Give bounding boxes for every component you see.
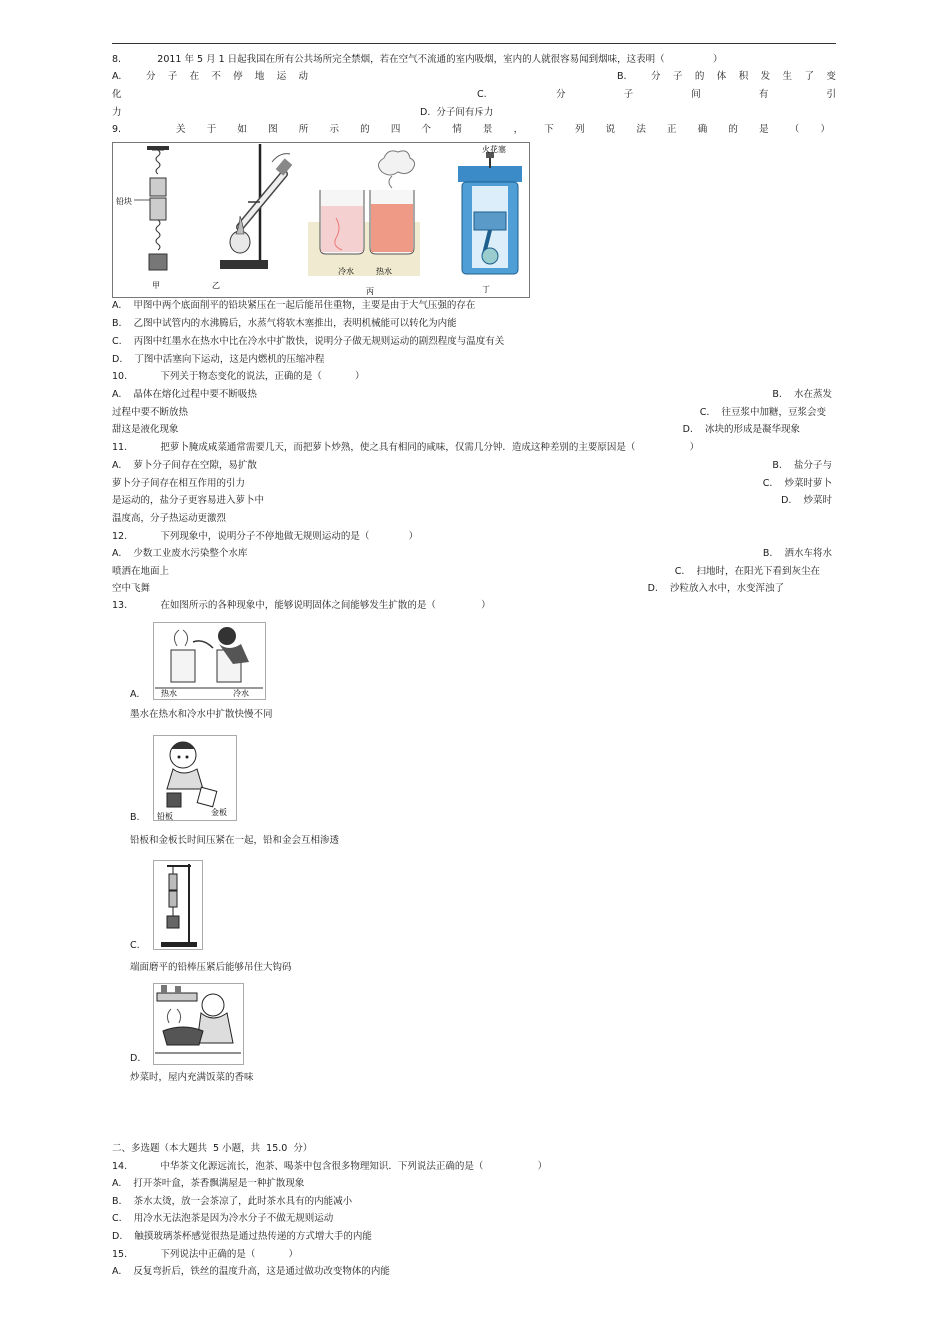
q10-option-b-tail: 过程中要不断放热 xyxy=(112,407,189,418)
q13-option-a-text: 墨水在热水和冷水中扩散快慢不同 xyxy=(130,709,273,720)
q13-figure-c xyxy=(153,860,203,950)
label-yi: 乙 xyxy=(212,281,220,290)
q10-option-d: D. 冰块的形成是凝华现象 xyxy=(682,424,800,435)
q10-option-b-head: B. 水在蒸发 xyxy=(772,389,832,400)
q12-option-c-tail: 空中飞舞 xyxy=(112,583,151,594)
q13b-gold-label: 金板 xyxy=(211,808,227,817)
q10-stem: 10. 下列关于物态变化的说法，正确的是（ ） xyxy=(112,371,365,382)
label-lead: 铅块 xyxy=(116,197,132,206)
q9-option-d: D. 丁图中活塞向下运动，这是内燃机的压缩冲程 xyxy=(112,354,325,365)
q8-option-b: 分 子 的 体 积 发 生 了 变 xyxy=(651,71,836,82)
q11-option-b-tail: 萝卜分子间存在相互作用的引力 xyxy=(112,478,246,489)
q13-option-b-text: 铅板和金板长时间压紧在一起，铅和金会互相渗透 xyxy=(130,835,340,846)
q11-option-d-tail: 温度高，分子热运动更激烈 xyxy=(112,513,227,524)
q15-stem: 15. 下列说法中正确的是（ ） xyxy=(112,1249,299,1260)
q8-option-c-label: C. xyxy=(477,89,487,100)
q13a-cold-label: 冷水 xyxy=(233,689,249,698)
q9-option-c: C. 丙图中红墨水在热水中比在冷水中扩散快，说明分子做无规则运动的剧烈程度与温度有关 xyxy=(112,336,505,347)
q8-option-b-label: B. xyxy=(617,71,627,82)
q12-option-c-head: C. 扫地时，在阳光下看到灰尘在 xyxy=(674,566,820,577)
q9-option-b: B. 乙图中试管内的水沸腾后，水蒸气将软木塞推出，表明机械能可以转化为内能 xyxy=(112,318,457,329)
q12-option-d: D. 沙粒放入水中，水变浑浊了 xyxy=(647,583,784,594)
label-ding: 丁 xyxy=(482,285,490,294)
q13-figure-a xyxy=(153,622,266,700)
section-2-title: 二、多选题（本大题共 5 小题，共 15.0 分） xyxy=(112,1143,313,1154)
q9-number: 9. xyxy=(112,124,122,135)
label-bing: 丙 xyxy=(366,287,374,296)
q11-option-a: A. 萝卜分子间存在空隙，易扩散 xyxy=(112,460,257,471)
q12-option-a: A. 少数工业废水污染整个水库 xyxy=(112,548,248,559)
q13-option-c-text: 端面磨平的铅棒压紧后能够吊住大钩码 xyxy=(130,962,292,973)
q13-figure-d xyxy=(153,983,244,1065)
q8-option-a: 分 子 在 不 停 地 运 动 xyxy=(146,71,308,82)
q14-option-d: D. 触摸玻璃茶杯感觉很热是通过热传递的方式增大手的内能 xyxy=(112,1231,372,1242)
q14-stem: 14. 中华茶文化源远流长，泡茶、喝茶中包含很多物理知识．下列说法正确的是（ ） xyxy=(112,1161,548,1172)
q10-option-c-head: C. 往豆浆中加糖，豆浆会变 xyxy=(699,407,826,418)
lead-blocks-illustration xyxy=(134,146,169,270)
q12-option-b-head: B. 洒水车将水 xyxy=(762,548,832,559)
q10-option-a: A. 晶体在熔化过程中要不断吸热 xyxy=(112,389,257,400)
engine-cylinder-illustration xyxy=(458,152,522,274)
q13-stem: 13. 在如图所示的各种现象中，能够说明固体之间能够发生扩散的是（ ） xyxy=(112,600,491,611)
q10-option-c-tail: 甜这是液化现象 xyxy=(112,424,179,435)
q8-option-d: D. 分子间有斥力 xyxy=(420,107,494,118)
label-jia: 甲 xyxy=(152,281,160,290)
beakers-illustration xyxy=(308,151,420,276)
q13-option-d-label: D. xyxy=(130,1053,141,1064)
q8-option-a-label: A. xyxy=(112,71,122,82)
q13b-lead-label: 铅板 xyxy=(157,812,173,821)
label-spark-plug: 火花塞 xyxy=(482,145,506,154)
q11-stem: 11. 把萝卜腌成咸菜通常需要几天，而把萝卜炒熟，使之具有相同的咸味，仅需几分钟．造成这种差别的主要原因是（ ） xyxy=(112,442,700,453)
q13a-hot-label: 热水 xyxy=(161,689,177,698)
q8-option-b-cont: 化 xyxy=(112,89,122,100)
q11-option-d-head: D. 炒菜时 xyxy=(781,495,832,506)
q13-option-b-label: B. xyxy=(130,812,140,823)
q13-figure-b xyxy=(153,735,237,821)
q13-option-d-text: 炒菜时，屋内充满饭菜的香味 xyxy=(130,1072,254,1083)
q8-option-c: 分 子 间 有 引 xyxy=(556,89,836,100)
test-tube-illustration xyxy=(220,144,292,269)
q13-option-a-label: A. xyxy=(130,689,140,700)
q14-option-c: C. 用冷水无法泡茶是因为冷水分子不做无规则运动 xyxy=(112,1213,334,1224)
q8-stem: 8. 2011 年 5 月 1 日起我国在所有公共场所完全禁烟，若在空气不流通的室内吸烟，室内的人就很容易闻到烟味，这表明（ ） xyxy=(112,54,723,65)
q11-option-c-tail: 是运动的，盐分子更容易进入萝卜中 xyxy=(112,495,265,506)
q14-option-a: A. 打开茶叶盒，茶香飘满屋是一种扩散现象 xyxy=(112,1178,305,1189)
label-cold-water: 冷水 xyxy=(338,267,354,276)
q9-figure xyxy=(112,142,530,298)
label-hot-water: 热水 xyxy=(376,267,392,276)
q13-option-c-label: C. xyxy=(130,940,140,951)
q12-stem: 12. 下列现象中，说明分子不停地做无规则运动的是（ ） xyxy=(112,531,419,542)
q11-option-b-head: B. 盐分子与 xyxy=(772,460,832,471)
header-rule xyxy=(112,43,836,44)
q15-option-a: A. 反复弯折后，铁丝的温度升高，这是通过做功改变物体的内能 xyxy=(112,1266,390,1277)
q11-option-c-head: C. 炒菜时萝卜 xyxy=(762,478,832,489)
q8-option-c-cont: 力 xyxy=(112,107,122,118)
q9-stem: 关 于 如 图 所 示 的 四 个 情 景 ， 下 列 说 法 正 确 的 是 （ ） xyxy=(176,124,830,135)
q9-option-a: A. 甲图中两个底面削平的铅块紧压在一起后能吊住重物，主要是由于大气压强的存在 xyxy=(112,300,476,311)
q12-option-b-tail: 喷洒在地面上 xyxy=(112,566,170,577)
q14-option-b: B. 茶水太烫，放一会茶凉了，此时茶水具有的内能减小 xyxy=(112,1196,353,1207)
